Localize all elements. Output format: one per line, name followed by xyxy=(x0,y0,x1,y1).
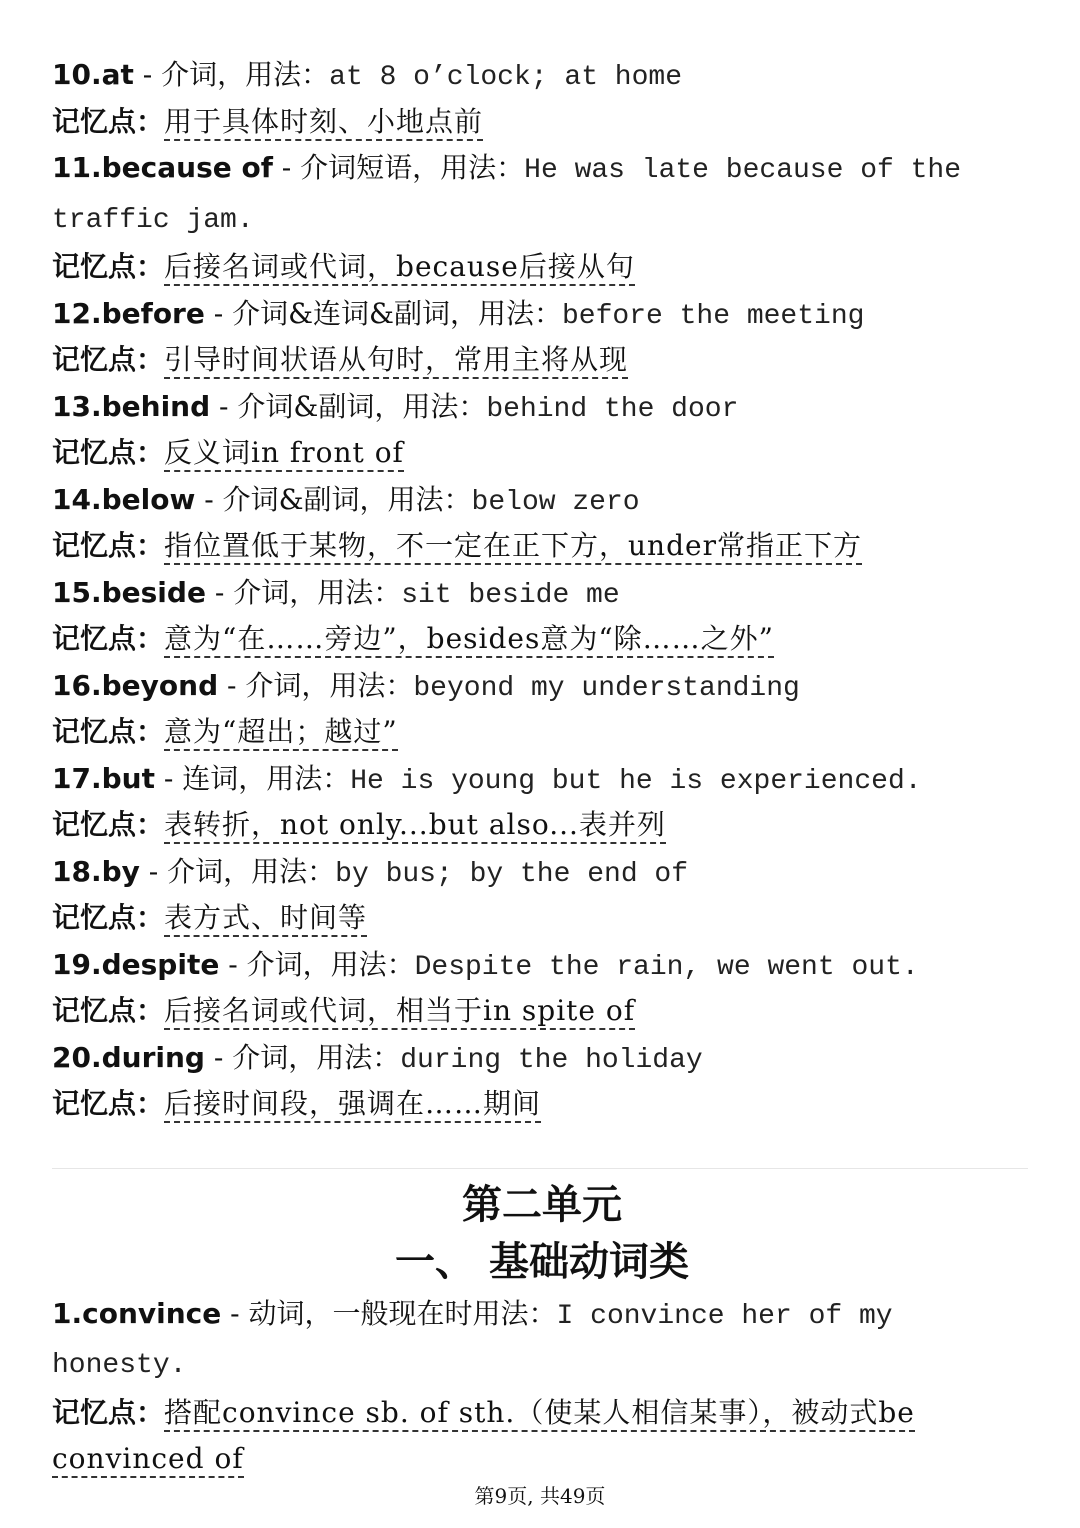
entry-part-of-speech: - 介词，用法： xyxy=(133,58,330,91)
entry-line xyxy=(52,52,1032,99)
entry-word: before xyxy=(101,296,205,330)
entry-number: 19. xyxy=(52,947,102,981)
memory-label: 记忆点： xyxy=(52,901,165,934)
memory-text: 反义词in front of xyxy=(164,436,404,472)
memory-label: 记忆点： xyxy=(52,104,165,138)
entry-number: 12. xyxy=(52,296,102,330)
page-footer: 第9页, 共49页 xyxy=(474,1484,606,1508)
memory-label: 记忆点： xyxy=(52,529,165,562)
entry-part-of-speech: - 介词&副词，用法： xyxy=(210,389,487,423)
unit-title: 第二单元 xyxy=(462,1181,622,1228)
entry-word: beyond xyxy=(101,668,219,702)
entry-line xyxy=(52,663,1032,710)
memory-line xyxy=(52,1081,1032,1128)
entry-usage: He is young but he is experienced. xyxy=(350,765,922,797)
memory-text: 意为“在……旁边”，besides意为“除……之外” xyxy=(164,622,774,658)
memory-text: 表方式、时间等 xyxy=(164,901,367,937)
entry-word: behind xyxy=(101,389,211,423)
memory-text: 引导时间状语从句时，常用主将从现 xyxy=(164,343,628,379)
entry-word: below xyxy=(101,482,196,516)
entry-number: 14. xyxy=(52,482,102,516)
entry-word: during xyxy=(101,1040,205,1074)
memory-text: 后接时间段，强调在……期间 xyxy=(164,1087,541,1123)
entry-line xyxy=(52,1035,1032,1082)
entry-number: 13. xyxy=(52,389,102,423)
memory-line xyxy=(52,988,1032,1035)
memory-text: 后接名词或代词，相当于in spite of xyxy=(164,994,635,1030)
entry-number: 17. xyxy=(52,761,102,795)
entry-word: by xyxy=(101,854,140,888)
entry-usage: beyond my understanding xyxy=(413,672,800,704)
entry-number: 11. xyxy=(52,151,102,184)
memory-text: 意为“超出；越过” xyxy=(164,715,398,751)
entry-line xyxy=(52,477,1032,524)
section-divider xyxy=(52,1168,1028,1169)
memory-line xyxy=(52,1390,1032,1483)
memory-line xyxy=(52,523,1032,570)
entry-part-of-speech: - 介词，用法： xyxy=(139,854,336,888)
entry-number: 20. xyxy=(52,1040,102,1074)
entry-word: but xyxy=(101,761,155,795)
entry-number: 15. xyxy=(52,575,102,609)
entry-word: despite xyxy=(101,947,220,981)
entry-usage: Despite the rain, we went out. xyxy=(414,951,919,983)
entry-line xyxy=(52,942,1032,989)
entry-usage: below zero xyxy=(471,486,640,518)
memory-label: 记忆点： xyxy=(52,1395,165,1429)
unit-entry-list xyxy=(52,1291,1032,1483)
memory-label: 记忆点： xyxy=(52,808,165,841)
entry-usage: before the meeting xyxy=(561,300,865,332)
memory-label: 记忆点： xyxy=(52,436,165,469)
memory-text: 搭配convince sb. of sth.（使某人相信某事），被动式be convinced of xyxy=(52,1396,915,1479)
entry-line xyxy=(52,384,1032,431)
memory-label: 记忆点： xyxy=(52,343,165,376)
memory-line xyxy=(52,244,1032,291)
entry-number: 1. xyxy=(52,1296,83,1330)
memory-line xyxy=(52,616,1032,663)
memory-label: 记忆点： xyxy=(52,1087,165,1120)
entry-usage: by bus; by the end of xyxy=(335,858,689,890)
entry-part-of-speech: - 介词&副词，用法： xyxy=(195,482,472,516)
entry-word: convince xyxy=(82,1296,222,1330)
entry-number: 10. xyxy=(52,58,102,91)
memory-label: 记忆点： xyxy=(52,250,165,283)
entry-usage: He was late because of the traffic jam. xyxy=(52,155,962,236)
entry-usage: sit beside me xyxy=(401,579,620,611)
entry-list xyxy=(52,52,1032,1128)
memory-line xyxy=(52,430,1032,477)
entry-part-of-speech: - 介词，用法： xyxy=(205,575,402,609)
memory-line xyxy=(52,337,1032,384)
entry-word: beside xyxy=(101,575,206,609)
section-title: 一、 基础动词类 xyxy=(395,1238,689,1285)
entry-line xyxy=(52,756,1032,803)
entry-line xyxy=(52,849,1032,896)
memory-text: 用于具体时刻、小地点前 xyxy=(164,105,483,141)
entry-part-of-speech: - 介词，用法： xyxy=(218,668,414,702)
entry-line xyxy=(52,145,1032,244)
memory-text: 指位置低于某物，不一定在正下方，under常指正下方 xyxy=(164,529,862,565)
entry-number: 16. xyxy=(52,668,102,702)
entry-part-of-speech: - 介词短语，用法： xyxy=(272,151,525,184)
document-page xyxy=(52,52,1032,1483)
entry-usage: I convince her of my honesty. xyxy=(52,1300,893,1381)
entry-word: at xyxy=(101,58,134,91)
memory-line xyxy=(52,709,1032,756)
memory-text: 后接名词或代词，because后接从句 xyxy=(164,250,635,286)
entry-usage: behind the door xyxy=(486,393,739,425)
memory-line xyxy=(52,895,1032,942)
entry-line xyxy=(52,1291,1032,1390)
entry-part-of-speech: - 介词&连词&副词，用法： xyxy=(204,296,562,330)
entry-usage: at 8 o’clock; at home xyxy=(329,62,683,93)
entry-number: 18. xyxy=(52,854,102,888)
memory-line xyxy=(52,99,1032,146)
entry-word: because of xyxy=(101,151,273,184)
memory-label: 记忆点： xyxy=(52,622,165,655)
memory-label: 记忆点： xyxy=(52,715,165,748)
memory-label: 记忆点： xyxy=(52,994,165,1027)
entry-part-of-speech: - 连词，用法： xyxy=(154,761,351,795)
memory-text: 表转折，not only...but also...表并列 xyxy=(164,808,666,844)
entry-line xyxy=(52,291,1032,338)
entry-part-of-speech: - 动词，一般现在时用法： xyxy=(221,1296,557,1330)
memory-line xyxy=(52,802,1032,849)
entry-part-of-speech: - 介词，用法： xyxy=(204,1040,401,1074)
entry-line xyxy=(52,570,1032,617)
entry-usage: during the holiday xyxy=(400,1044,703,1076)
entry-part-of-speech: - 介词，用法： xyxy=(219,947,415,981)
